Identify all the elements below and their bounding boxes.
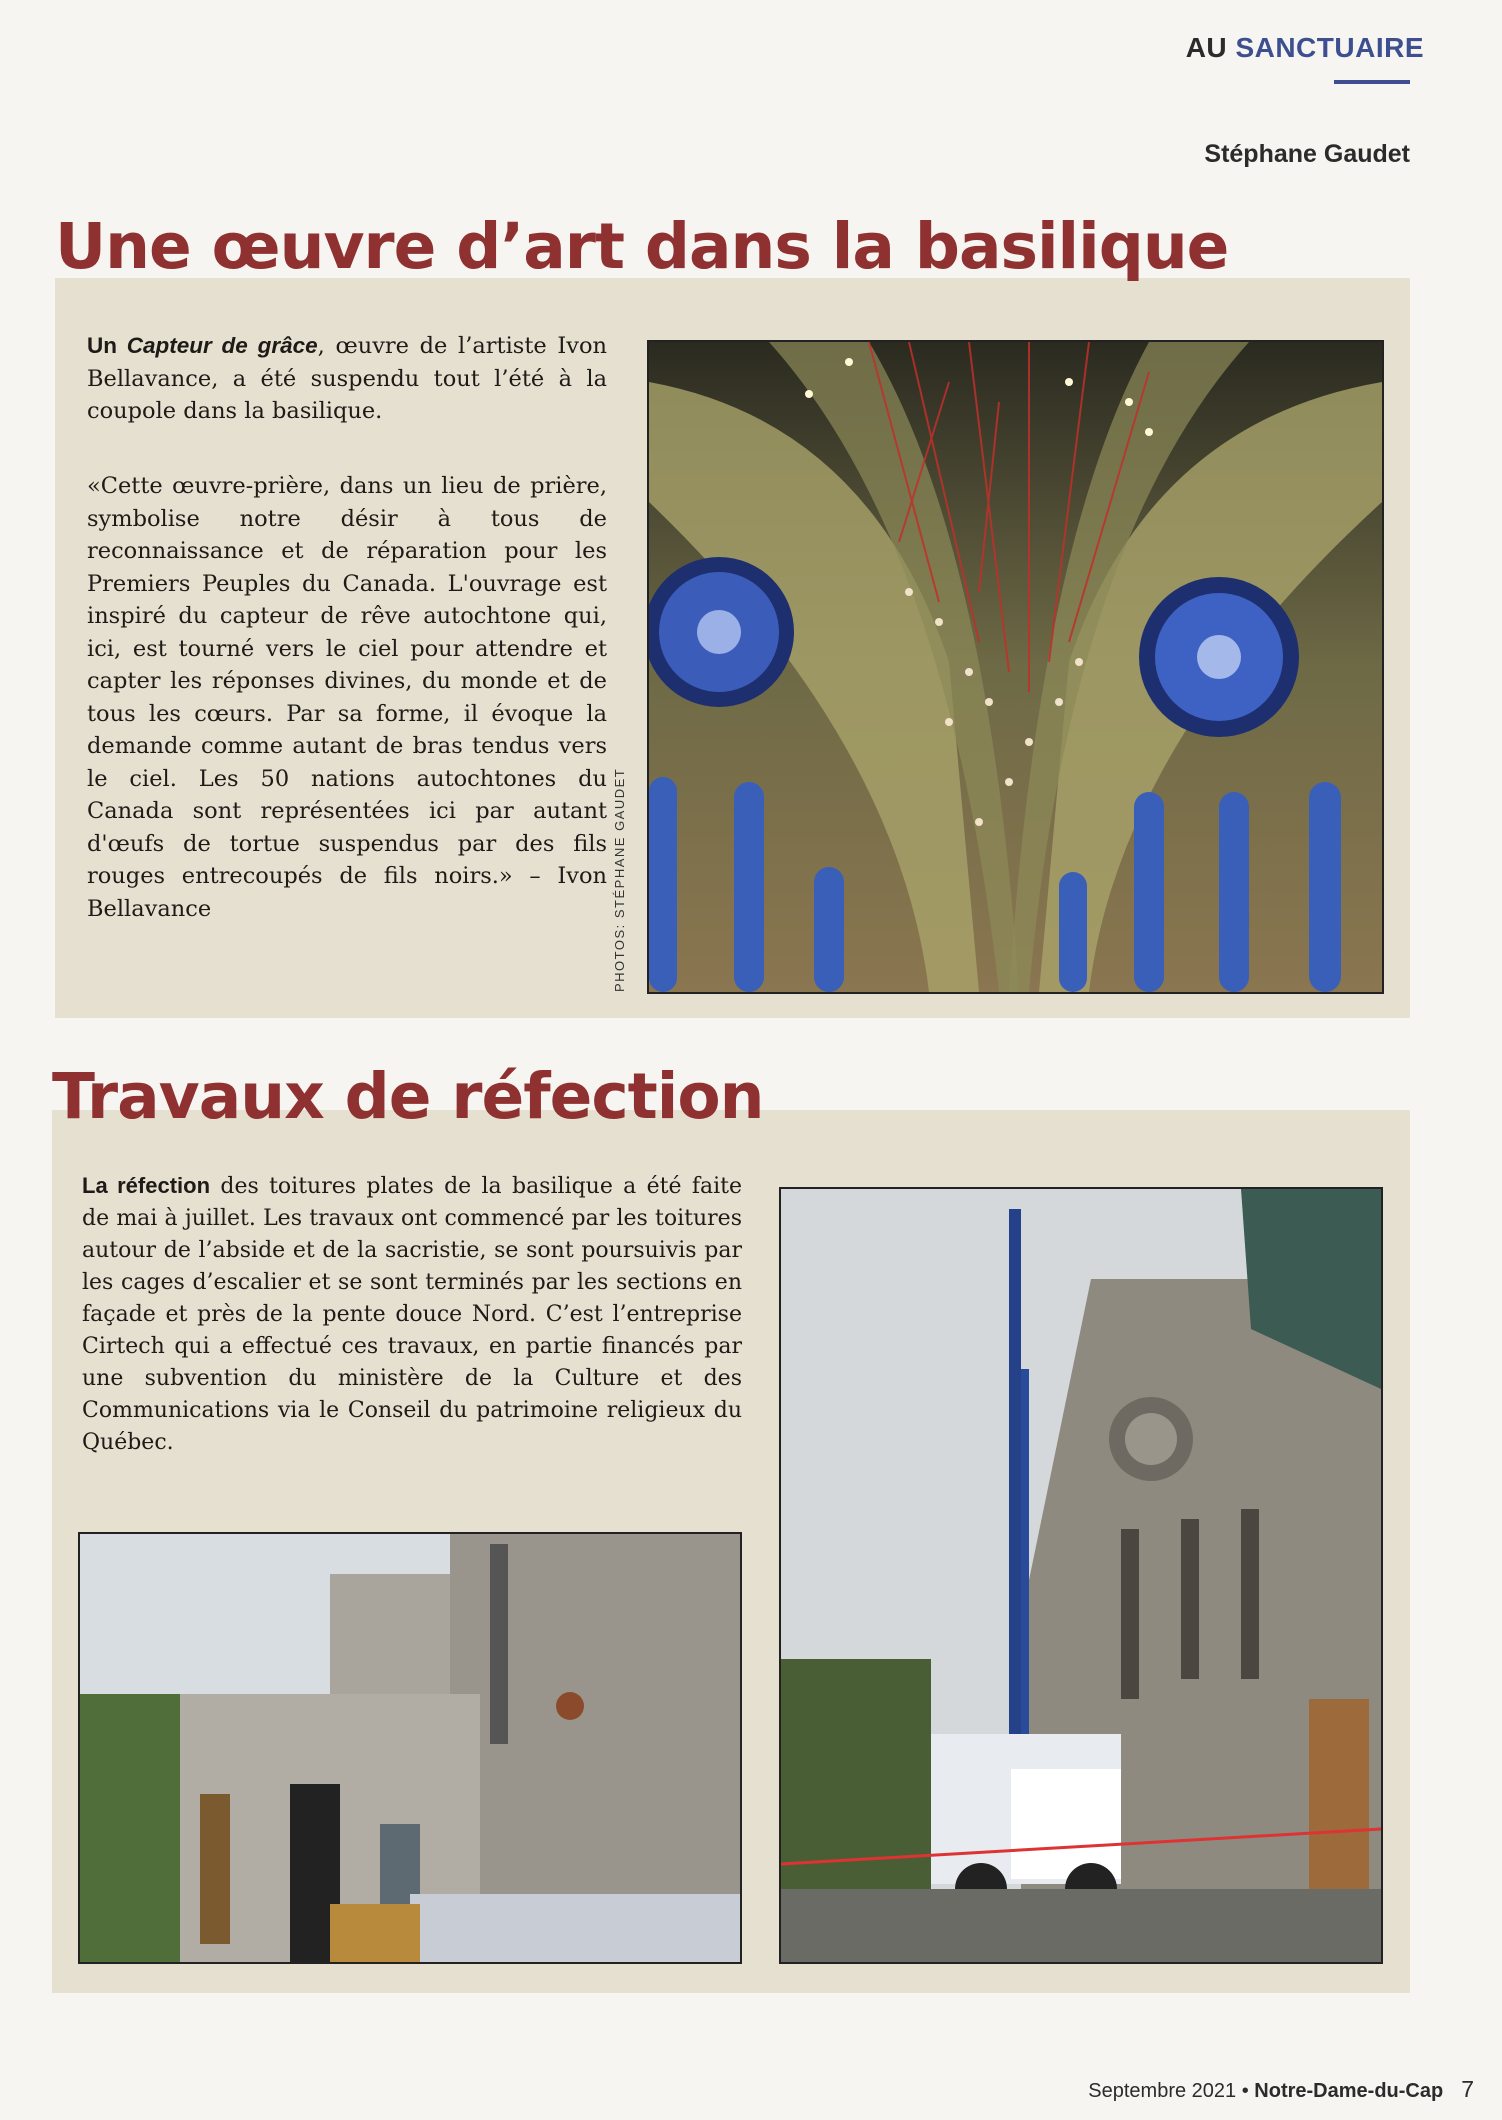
- page-footer: [1088, 2076, 1474, 2103]
- author-byline: Stéphane Gaudet: [1204, 140, 1410, 168]
- article2-title: Travaux de réfection: [52, 1060, 764, 1133]
- issue-date: Septembre 2021: [1088, 2080, 1237, 2102]
- article2-body-text: des toitures plates de la basilique a été faite de mai à juillet. Les travaux ont commencé par les toitures autour de l’abside et de la sacristie, se sont poursuivis par les cages d’escalier et se sont terminés par les sections en façade et près de la pente douce Nord. C’est l’entreprise Cirtech qui a effectué ces travaux, en partie financés par une subvention du ministère de la Culture et des Communications via le Conseil du patrimoine religieux du Québec.: [82, 1174, 742, 1455]
- magazine-name: Notre-Dame-du-Cap: [1254, 2080, 1444, 2102]
- article1-intro-un: Un: [87, 333, 127, 358]
- footer-separator: •: [1236, 2080, 1255, 2102]
- article1-intro-rest: , œuvre de l’artiste Ivon Bellavance, a été suspendu tout l’été à la coupole dans la basilique.: [87, 333, 608, 424]
- section-underline: [1334, 80, 1410, 84]
- article1-intro: [87, 330, 607, 428]
- section-prefix: AU: [1185, 32, 1228, 63]
- crane-basilica-photo: [779, 1187, 1383, 1964]
- article1-quote: «Cette œuvre-prière, dans un lieu de prière, symbolise notre désir à tous de reconnaissance et de réparation pour les Premiers Peuples du Canada. L'ouvrage est inspiré du capteur de rêve autochtone qui, ici, est tourné vers le ciel pour attendre et capter les réponses divines, du monde et de tous les cœurs. Par sa forme, il évoque la demande comme autant de bras tendus vers le ciel. Les 50 nations autochtones du Canada sont représentées ici par autant d'œufs de tortue suspendus par des fils rouges entrecoupés de fils noirs.» – Ivon Bellavance: [87, 473, 607, 922]
- article2-body: [82, 1170, 742, 1459]
- roof-works-photo: [78, 1532, 742, 1964]
- basilica-interior-photo: [647, 340, 1384, 994]
- section-name: SANCTUAIRE: [1235, 32, 1424, 63]
- photo-credit: PHOTOS: STÉPHANE GAUDET: [612, 767, 627, 992]
- page-number: 7: [1461, 2076, 1474, 2102]
- section-tag: [1186, 32, 1424, 64]
- article1-title: Une œuvre d’art dans la basilique: [55, 210, 1229, 283]
- artwork-name: Capteur de grâce: [126, 333, 318, 358]
- article2-lead: La réfection: [82, 1173, 211, 1198]
